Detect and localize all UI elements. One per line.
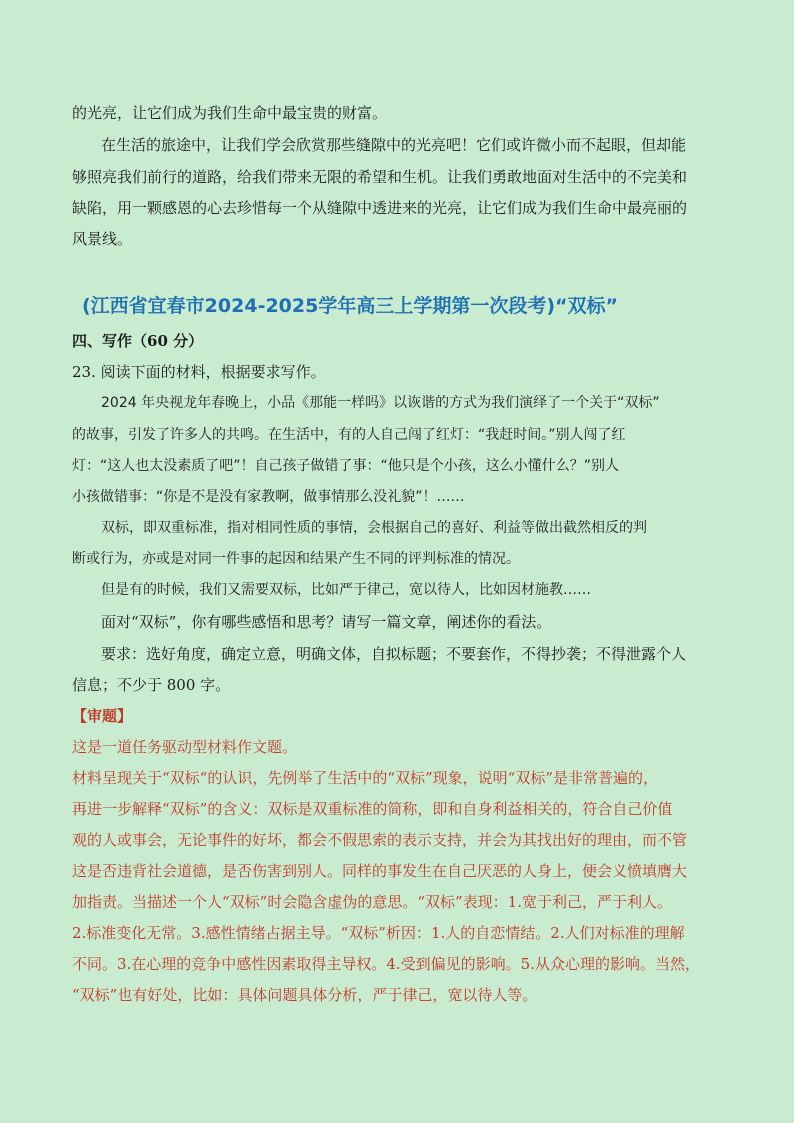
analysis-line-5: 加指责。当描述一个人“双标”时会隐含虚伪的意思。“双标”表现：1.宽于利己，严于利人。 — [72, 893, 672, 911]
task-line-1: 面对“双标”，你有哪些感悟和思考？请写一篇文章，阐述你的看法。 — [101, 613, 552, 631]
intro-line-2: 在生活的旅途中，让我们学会欣赏那些缝隙中的光亮吧！它们或许微小而不起眼，但却能 — [101, 136, 687, 154]
material-line-5: 双标，即双重标准，指对相同性质的事情，会根据自己的喜好、利益等做出截然相反的判 — [101, 520, 647, 536]
material-line-1: 2024 年央视龙年春晚上，小品《那能一样吗》以诙谐的方式为我们演绎了一个关于“双标” — [101, 395, 660, 411]
intro-line-5: 风景线。 — [72, 230, 133, 248]
writing-heading: 四、写作（60 分） — [72, 332, 204, 350]
intro-line-1: 的光亮，让它们成为我们生命中最宝贵的财富。 — [72, 104, 388, 122]
material-line-7: 但是有的时候，我们又需要双标，比如严于律己，宽以待人，比如因材施教…… — [101, 582, 591, 598]
analysis-line-7: 不同。3.在心理的竞争中感性因素取得主导权。4.受到偏见的影响。5.从众心理的影响。当然， — [72, 955, 700, 973]
analysis-line-1: 材料呈现关于“双标“的认识，先例举了生活中的“双标”现象，说明“双标”是非常普遍的， — [72, 769, 659, 787]
task-line-3: 信息；不少于 800 字。 — [72, 676, 231, 694]
analysis-line-8: “双标”也有好处，比如：具体问题具体分析，严于律己，宽以待人等。 — [72, 986, 538, 1004]
analysis-line-2: 再进一步解释“双标”的含义：双标是双重标准的简称，即和自身利益相关的，符合自己价值 — [72, 800, 673, 818]
intro-line-3: 够照亮我们前行的道路，给我们带来无限的希望和生机。让我们勇敢地面对生活中的不完美和 — [72, 168, 688, 186]
section-title: (江西省宜春市2024-2025学年高三上学期第一次段考)“双标” — [82, 295, 618, 317]
analysis-line-4: 这是否违背社会道德，是否伤害到别人。同样的事发生在自己厌恶的人身上，便会义愤填膺大 — [72, 862, 688, 880]
material-line-4: 小孩做错事：“你是不是没有家教啊，做事情那么没礼貌”！…… — [72, 489, 465, 505]
task-line-2: 要求：选好角度，确定立意，明确文体，自拟标题；不要套作，不得抄袭；不得泄露个人 — [101, 645, 687, 663]
material-line-3: 灯：“这人也太没素质了吧”！自己孩子做错了事：“他只是个小孩，这么小懂什么？”别人 — [72, 458, 620, 474]
analysis-tag: 【审题】 — [72, 707, 133, 725]
analysis-type: 这是一道任务驱动型材料作文题。 — [72, 738, 298, 756]
material-line-6: 断或行为，亦或是对同一件事的起因和结果产生不同的评判标准的情况。 — [72, 551, 520, 567]
analysis-line-3: 观的人或事会，无论事件的好坏，都会不假思索的表示支持，并会为其找出好的理由，而不管 — [72, 831, 688, 849]
material-line-2: 的故事，引发了许多人的共鸣。在生活中，有的人自己闯了红灯：“我赶时间。”别人闯了红 — [72, 427, 626, 443]
analysis-line-6: 2.标准变化无常。3.感性情绪占据主导。“双标”析因：1.人的自恋情结。2.人们对标准的理解 — [72, 924, 685, 942]
question-prompt: 23. 阅读下面的材料，根据要求写作。 — [72, 363, 326, 381]
intro-line-4: 缺陷，用一颗感恩的心去珍惜每一个从缝隙中透进来的光亮，让它们成为我们生命中最亮丽的 — [72, 199, 688, 217]
